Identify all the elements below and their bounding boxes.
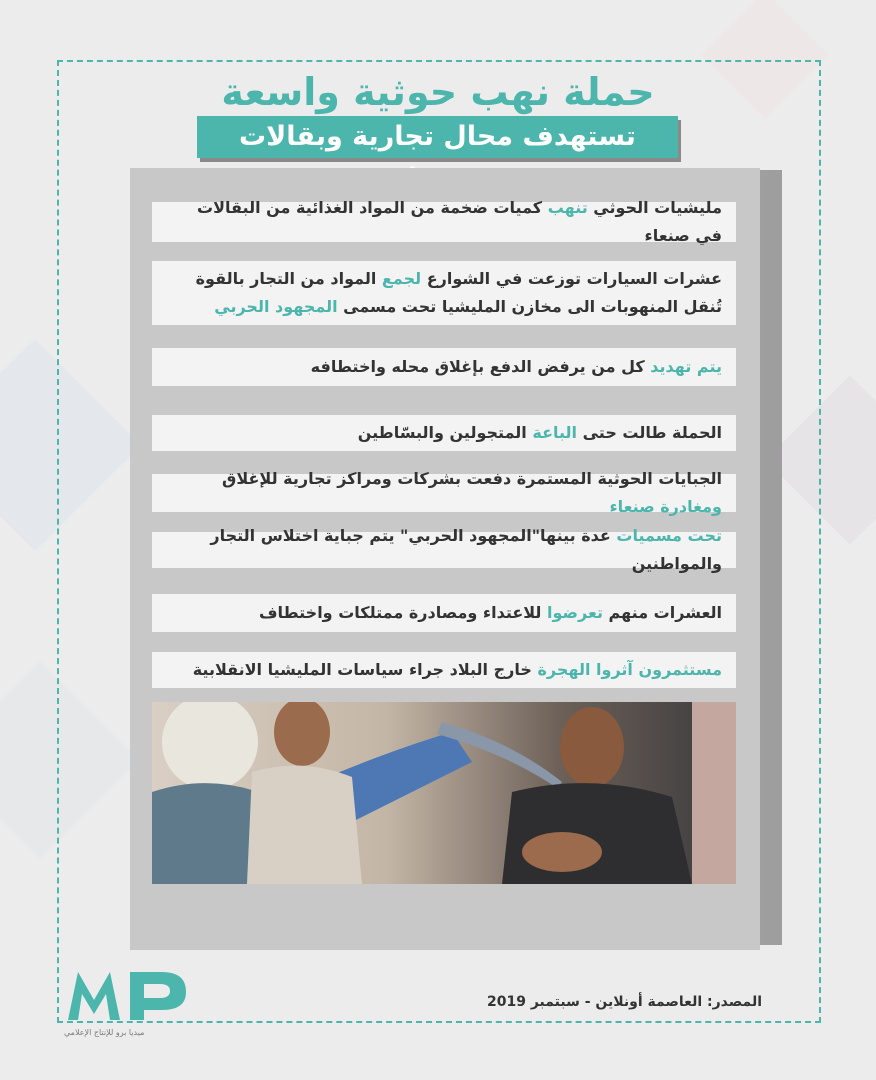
body-text: عدة بينها"المجهود الحربي" يتم جباية اختلاس التجار والمواطنين [210,526,722,573]
fact-text [166,265,722,321]
body-text: العشرات منهم [602,603,722,622]
fact-text [166,353,722,381]
fact-item [152,415,736,451]
fact-item [152,594,736,632]
fact-item [152,348,736,386]
fact-text [166,599,722,627]
fact-item [152,652,736,688]
body-text: مليشيات الحوثي [587,198,722,217]
mediapro-logo-icon [64,964,194,1024]
body-text: المواد من التجار بالقوة تُنقل المنهوبات الى مخازن المليشيا تحت مسمى [195,269,722,316]
fact-text [166,194,722,250]
page-title: حملة نهب حوثية واسعة [221,70,655,114]
highlight-text: تحت مسميات [616,526,722,545]
page-subtitle: تستهدف محال تجارية وبقالات [197,116,678,158]
body-text: خارج البلاد جراء سياسات المليشيا الانقلابية [192,660,538,679]
highlight-text: مستثمرون آثروا الهجرة [537,660,722,679]
source-caption: المصدر: العاصمة أونلاين - سبتمبر 2019 [487,994,762,1010]
photo-illustration [152,702,736,884]
highlight-text: المجهود الحربي [214,297,338,316]
highlight-text: تنهب [547,198,588,217]
fact-item [152,261,736,325]
body-text: كميات ضخمة من المواد الغذائية من البقالات في صنعاء [197,198,722,245]
highlight-text: الباعة [532,423,578,442]
body-text: للاعتداء ومصادرة ممتلكات واختطاف [258,603,548,622]
fact-text [166,522,722,578]
highlight-text: لجمع [381,269,422,288]
fact-item [152,198,736,245]
body-text: كل من يرفض الدفع بإغلاق محله واختطافه [310,357,651,376]
body-text: المتجولين والبسّاطين [357,423,533,442]
body-text: الحملة طالت حتى [577,423,722,442]
fact-text [166,419,722,447]
fact-text [166,656,722,684]
body-text: عشرات السيارات توزعت في الشوارع [421,269,722,288]
highlight-text: تعرضوا [547,603,603,622]
fact-item [152,526,736,573]
highlight-text: ومغادرة صنعاء [609,497,722,516]
fact-item [152,469,736,516]
highlight-text: يتم تهديد [650,357,722,376]
logo-caption: ميديا برو للإنتاج الإعلامي [64,1028,145,1037]
news-photo [152,702,736,884]
fact-text [166,465,722,521]
body-text: الجبايات الحوثية المستمرة دفعت بشركات ومراكز تجارية للإغلاق [222,469,722,488]
